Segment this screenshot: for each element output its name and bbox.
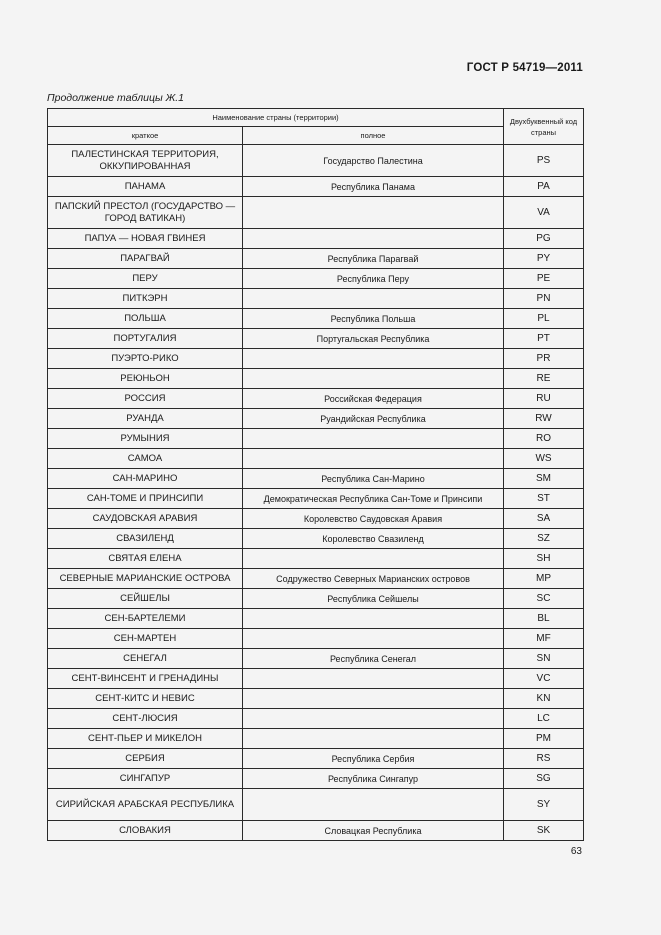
country-code: SN <box>504 649 584 669</box>
table-row <box>48 369 584 389</box>
country-code: SM <box>504 469 584 489</box>
country-full-name <box>243 549 504 569</box>
country-short-name: САН-МАРИНО <box>48 469 243 489</box>
table-row <box>48 177 584 197</box>
country-short-name: СЛОВАКИЯ <box>48 821 243 841</box>
country-short-name: РОССИЯ <box>48 389 243 409</box>
table-row <box>48 509 584 529</box>
country-full-name: Республика Сейшелы <box>243 589 504 609</box>
country-full-name: Демократическая Республика Сан-Томе и Принсипи <box>243 489 504 509</box>
country-full-name: Государство Палестина <box>243 145 504 177</box>
country-code: PL <box>504 309 584 329</box>
country-full-name <box>243 369 504 389</box>
table-row <box>48 609 584 629</box>
country-code: PT <box>504 329 584 349</box>
country-full-name <box>243 349 504 369</box>
table-row <box>48 489 584 509</box>
country-table <box>47 108 584 841</box>
country-full-name: Республика Панама <box>243 177 504 197</box>
table-row <box>48 309 584 329</box>
table-row <box>48 429 584 449</box>
table-row <box>48 669 584 689</box>
country-full-name <box>243 449 504 469</box>
country-short-name: СЕН-МАРТЕН <box>48 629 243 649</box>
document-code: ГОСТ Р 54719—2011 <box>466 62 583 74</box>
country-short-name: ПАРАГВАЙ <box>48 249 243 269</box>
country-full-name: Республика Сенегал <box>243 649 504 669</box>
country-code: PN <box>504 289 584 309</box>
country-code: LC <box>504 709 584 729</box>
table-row <box>48 649 584 669</box>
country-code: SH <box>504 549 584 569</box>
table-row <box>48 469 584 489</box>
country-short-name: СВЯТАЯ ЕЛЕНА <box>48 549 243 569</box>
country-code: SG <box>504 769 584 789</box>
country-code: RO <box>504 429 584 449</box>
country-short-name: ПОЛЬША <box>48 309 243 329</box>
country-code: VA <box>504 197 584 229</box>
country-code: WS <box>504 449 584 469</box>
country-short-name: РУАНДА <box>48 409 243 429</box>
table-row <box>48 145 584 177</box>
table-row <box>48 789 584 821</box>
country-code: RW <box>504 409 584 429</box>
country-short-name: ПАПУА — НОВАЯ ГВИНЕЯ <box>48 229 243 249</box>
country-full-name: Королевство Саудовская Аравия <box>243 509 504 529</box>
table-row <box>48 249 584 269</box>
table-row <box>48 269 584 289</box>
country-short-name: СЕНТ-ВИНСЕНТ И ГРЕНАДИНЫ <box>48 669 243 689</box>
country-code: PG <box>504 229 584 249</box>
country-short-name: ПОРТУГАЛИЯ <box>48 329 243 349</box>
country-code: BL <box>504 609 584 629</box>
country-code: KN <box>504 689 584 709</box>
table-row <box>48 589 584 609</box>
country-short-name: СЕВЕРНЫЕ МАРИАНСКИЕ ОСТРОВА <box>48 569 243 589</box>
table-row <box>48 709 584 729</box>
country-short-name: СЕНТ-КИТС И НЕВИС <box>48 689 243 709</box>
country-short-name: ПЕРУ <box>48 269 243 289</box>
country-full-name: Руандийская Республика <box>243 409 504 429</box>
country-short-name: СИРИЙСКАЯ АРАБСКАЯ РЕСПУБЛИКА <box>48 789 243 821</box>
country-short-name: СЕНТ-ЛЮСИЯ <box>48 709 243 729</box>
country-full-name: Республика Парагвай <box>243 249 504 269</box>
country-short-name: ПАПСКИЙ ПРЕСТОЛ (ГОСУДАРСТВО — ГОРОД ВАТИКАН) <box>48 197 243 229</box>
table-row <box>48 197 584 229</box>
country-short-name: СЕНЕГАЛ <box>48 649 243 669</box>
country-code: SA <box>504 509 584 529</box>
table-row <box>48 769 584 789</box>
country-short-name: СВАЗИЛЕНД <box>48 529 243 549</box>
table-row <box>48 229 584 249</box>
country-short-name: ПАЛЕСТИНСКАЯ ТЕРРИТОРИЯ, ОККУПИРОВАННАЯ <box>48 145 243 177</box>
header-full-name: полное <box>243 127 504 145</box>
country-code: SY <box>504 789 584 821</box>
country-full-name: Республика Сингапур <box>243 769 504 789</box>
table-row <box>48 821 584 841</box>
country-code: PY <box>504 249 584 269</box>
country-short-name: САУДОВСКАЯ АРАВИЯ <box>48 509 243 529</box>
country-short-name: ПУЭРТО-РИКО <box>48 349 243 369</box>
table-row <box>48 569 584 589</box>
country-full-name <box>243 789 504 821</box>
country-full-name <box>243 689 504 709</box>
table-body <box>48 145 584 841</box>
country-full-name: Республика Сан-Марино <box>243 469 504 489</box>
country-short-name: СИНГАПУР <box>48 769 243 789</box>
country-short-name: ПИТКЭРН <box>48 289 243 309</box>
header-country-name: Наименование страны (территории) <box>48 109 504 127</box>
country-full-name: Содружество Северных Марианских островов <box>243 569 504 589</box>
table-row <box>48 449 584 469</box>
table-row <box>48 729 584 749</box>
country-full-name <box>243 669 504 689</box>
table-row <box>48 529 584 549</box>
country-code: PE <box>504 269 584 289</box>
country-full-name: Португальская Республика <box>243 329 504 349</box>
table-row <box>48 629 584 649</box>
country-code: RU <box>504 389 584 409</box>
country-code: SK <box>504 821 584 841</box>
country-short-name: СЕРБИЯ <box>48 749 243 769</box>
country-full-name <box>243 197 504 229</box>
country-code: PM <box>504 729 584 749</box>
header-country-code: Двухбуквенный код страны <box>504 109 584 145</box>
country-short-name: САН-ТОМЕ И ПРИНСИПИ <box>48 489 243 509</box>
country-full-name <box>243 629 504 649</box>
country-code: VC <box>504 669 584 689</box>
country-full-name: Республика Перу <box>243 269 504 289</box>
table-row <box>48 409 584 429</box>
country-full-name: Республика Сербия <box>243 749 504 769</box>
country-full-name: Российская Федерация <box>243 389 504 409</box>
country-short-name: РУМЫНИЯ <box>48 429 243 449</box>
country-code: SZ <box>504 529 584 549</box>
table-row <box>48 289 584 309</box>
country-full-name <box>243 429 504 449</box>
country-full-name: Словацкая Республика <box>243 821 504 841</box>
table-row <box>48 549 584 569</box>
country-code: RS <box>504 749 584 769</box>
country-short-name: РЕЮНЬОН <box>48 369 243 389</box>
table-row <box>48 389 584 409</box>
country-short-name: СЕЙШЕЛЫ <box>48 589 243 609</box>
country-short-name: СЕН-БАРТЕЛЕМИ <box>48 609 243 629</box>
table-row <box>48 689 584 709</box>
country-short-name: ПАНАМА <box>48 177 243 197</box>
country-full-name: Королевство Свазиленд <box>243 529 504 549</box>
country-full-name <box>243 729 504 749</box>
table-row <box>48 749 584 769</box>
table-row <box>48 349 584 369</box>
country-short-name: САМОА <box>48 449 243 469</box>
country-full-name: Республика Польша <box>243 309 504 329</box>
country-code: PR <box>504 349 584 369</box>
country-code: PS <box>504 145 584 177</box>
country-full-name <box>243 609 504 629</box>
country-full-name <box>243 289 504 309</box>
country-code: ST <box>504 489 584 509</box>
header-short-name: краткое <box>48 127 243 145</box>
country-code: PA <box>504 177 584 197</box>
country-code: MP <box>504 569 584 589</box>
country-code: SC <box>504 589 584 609</box>
country-full-name <box>243 229 504 249</box>
country-code: MF <box>504 629 584 649</box>
table-caption: Продолжение таблицы Ж.1 <box>47 92 184 104</box>
country-full-name <box>243 709 504 729</box>
country-short-name: СЕНТ-ПЬЕР И МИКЕЛОН <box>48 729 243 749</box>
table-row <box>48 329 584 349</box>
page-number: 63 <box>570 846 582 857</box>
country-code: RE <box>504 369 584 389</box>
